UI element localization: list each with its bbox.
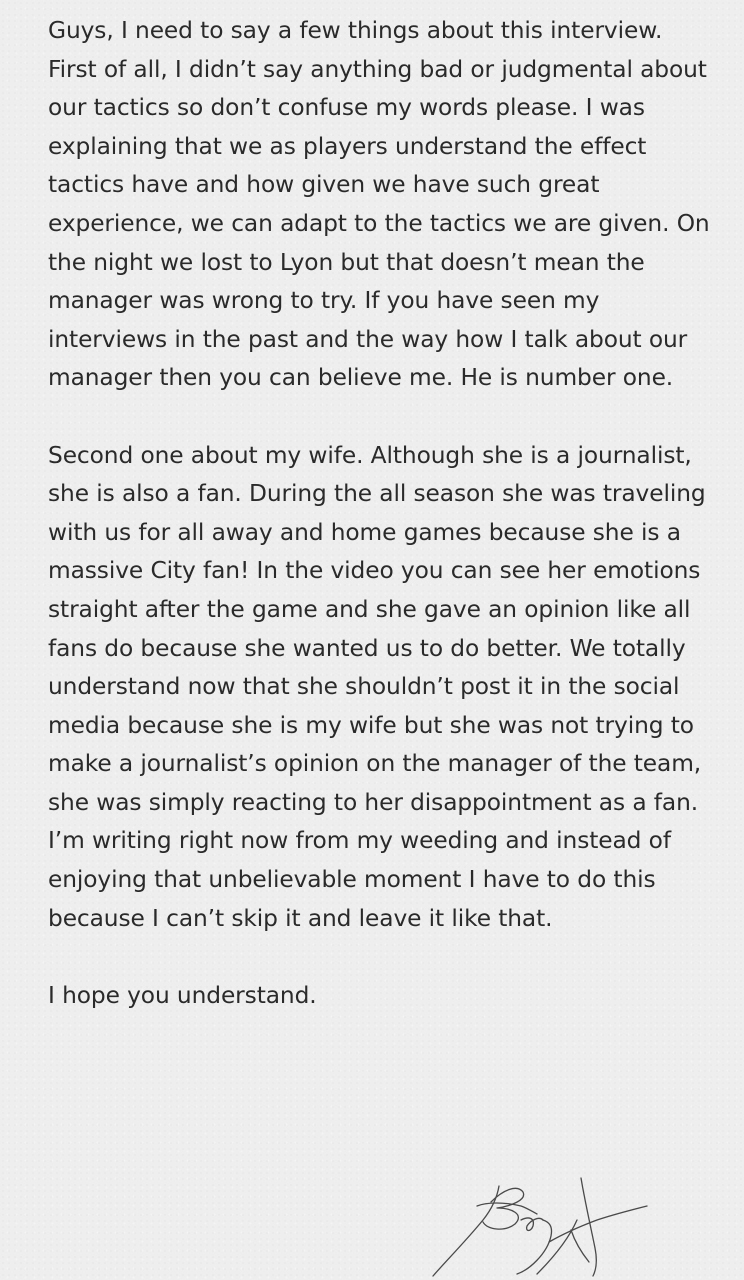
note-paragraph-tactics: Guys, I need to say a few things about this interview. First of all, I didn’t say anything bad or judgmental about our tactics so don’t confuse my words please. I was explaining that we as players understand the effect tactics have and how given we have such great experience, we can adapt to the tactics we are given. On the night we lost to Lyon but that doesn’t mean the manager was wrong to try. If you have seen my interviews in the past and the way how I talk about our manager then you can believe me. He is number one.	[48, 17, 710, 392]
paragraph-spacer	[48, 938, 718, 977]
note-paragraph-closing: I hope you understand.	[48, 981, 317, 1009]
note-body	[48, 12, 718, 1015]
note-paragraph-wedding: I’m writing right now from my weeding and instead of enjoying that unbelievable moment I have to do this because I can’t skip it and leave it like that.	[48, 827, 671, 932]
signature-icon	[425, 1172, 655, 1280]
note-paragraph-wife: Second one about my wife. Although she is a journalist, she is also a fan. During the all season she was traveling with us for all away and home games because she is a massive City fan! In the video you can see her emotions straight after the game and she gave an opinion like all fans do because she wanted us to do better. We totally understand now that she shouldn’t post it in the social media because she is my wife but she was not trying to make a journalist’s opinion on the manager of the team, she was simply reacting to her disappointment as a fan.	[48, 441, 706, 816]
paragraph-spacer	[48, 398, 718, 437]
